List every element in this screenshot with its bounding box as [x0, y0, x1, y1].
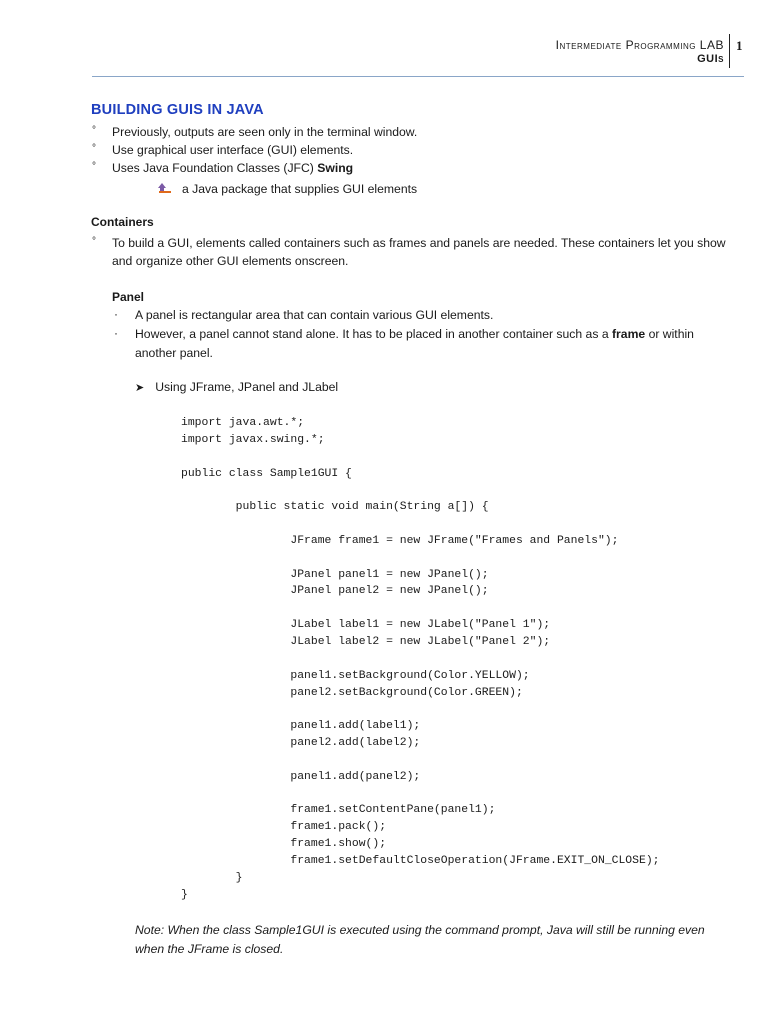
swing-keyword: Swing — [317, 161, 354, 175]
containers-heading: Containers — [91, 215, 154, 229]
list-item: · A panel is rectangular area that can contain various GUI elements. — [114, 307, 494, 322]
list-item: · However, a panel cannot stand alone. It has to be placed in another container such as a frame or within another panel. — [114, 326, 694, 360]
example-label: ➤ Using JFrame, JPanel and JLabel — [135, 378, 338, 397]
list-item: ° Previously, outputs are seen only in the terminal window. — [92, 125, 418, 139]
code-block: import java.awt.*; import javax.swing.*; public class Sample1GUI { public static void main(String a[]) { JFrame frame1 = new JFrame("Frames and Panels"); JPanel panel1 = new JPanel(); JPanel panel2 = new JPanel(); JLabel label1 = new JLabel("Panel 1"); JLabel label2 = new JLabel("Panel 2"); panel1.setBackground(Color.YELLOW); panel2.setBackground(Color.GREEN); panel1.add(label1); panel2.add(label2); panel1.add(panel2); frame1.setContentPane(panel1); frame1.pack(); frame1.show(); frame1.setDefaultCloseOperation(JFrame.EXIT_ON_CLOSE); } } — [181, 417, 660, 901]
page-number: 1 — [736, 38, 743, 53]
bullet-icon: ° — [92, 161, 96, 172]
note-paragraph: Note: When the class Sample1GUI is executed using the command prompt, Java will still be running even when the JFrame is closed. — [135, 923, 705, 956]
containers-paragraph: ° To build a GUI, elements called containers such as frames and panels are needed. These containers let you show and organize other GUI elements onscreen. — [92, 236, 726, 268]
chevron-right-icon: ➤ — [135, 382, 145, 394]
bullet-icon: · — [114, 326, 118, 340]
frame-keyword: frame — [611, 327, 646, 341]
panel-list — [112, 306, 732, 363]
intro-bullet-list — [90, 123, 417, 177]
section-title: BUILDING GUIS IN JAVA — [91, 102, 264, 118]
header-title: Intermediate Programming LAB — [555, 38, 724, 52]
panel-heading: Panel — [112, 290, 145, 304]
list-item: ° Uses Java Foundation Classes (JFC) Swing — [92, 161, 354, 175]
bullet-icon: ° — [92, 125, 96, 136]
bullet-icon: ° — [92, 236, 96, 247]
header-subtitle: GUIs — [697, 53, 724, 65]
bullet-icon: ° — [92, 143, 96, 154]
header-divider — [729, 34, 730, 68]
list-item: ° Use graphical user interface (GUI) elements. — [92, 143, 354, 157]
header-rule — [92, 76, 744, 77]
bullet-icon: · — [114, 307, 118, 321]
sub-list-item: a Java package that supplies GUI elements — [158, 180, 417, 198]
arrow-bullet-icon — [158, 182, 174, 194]
